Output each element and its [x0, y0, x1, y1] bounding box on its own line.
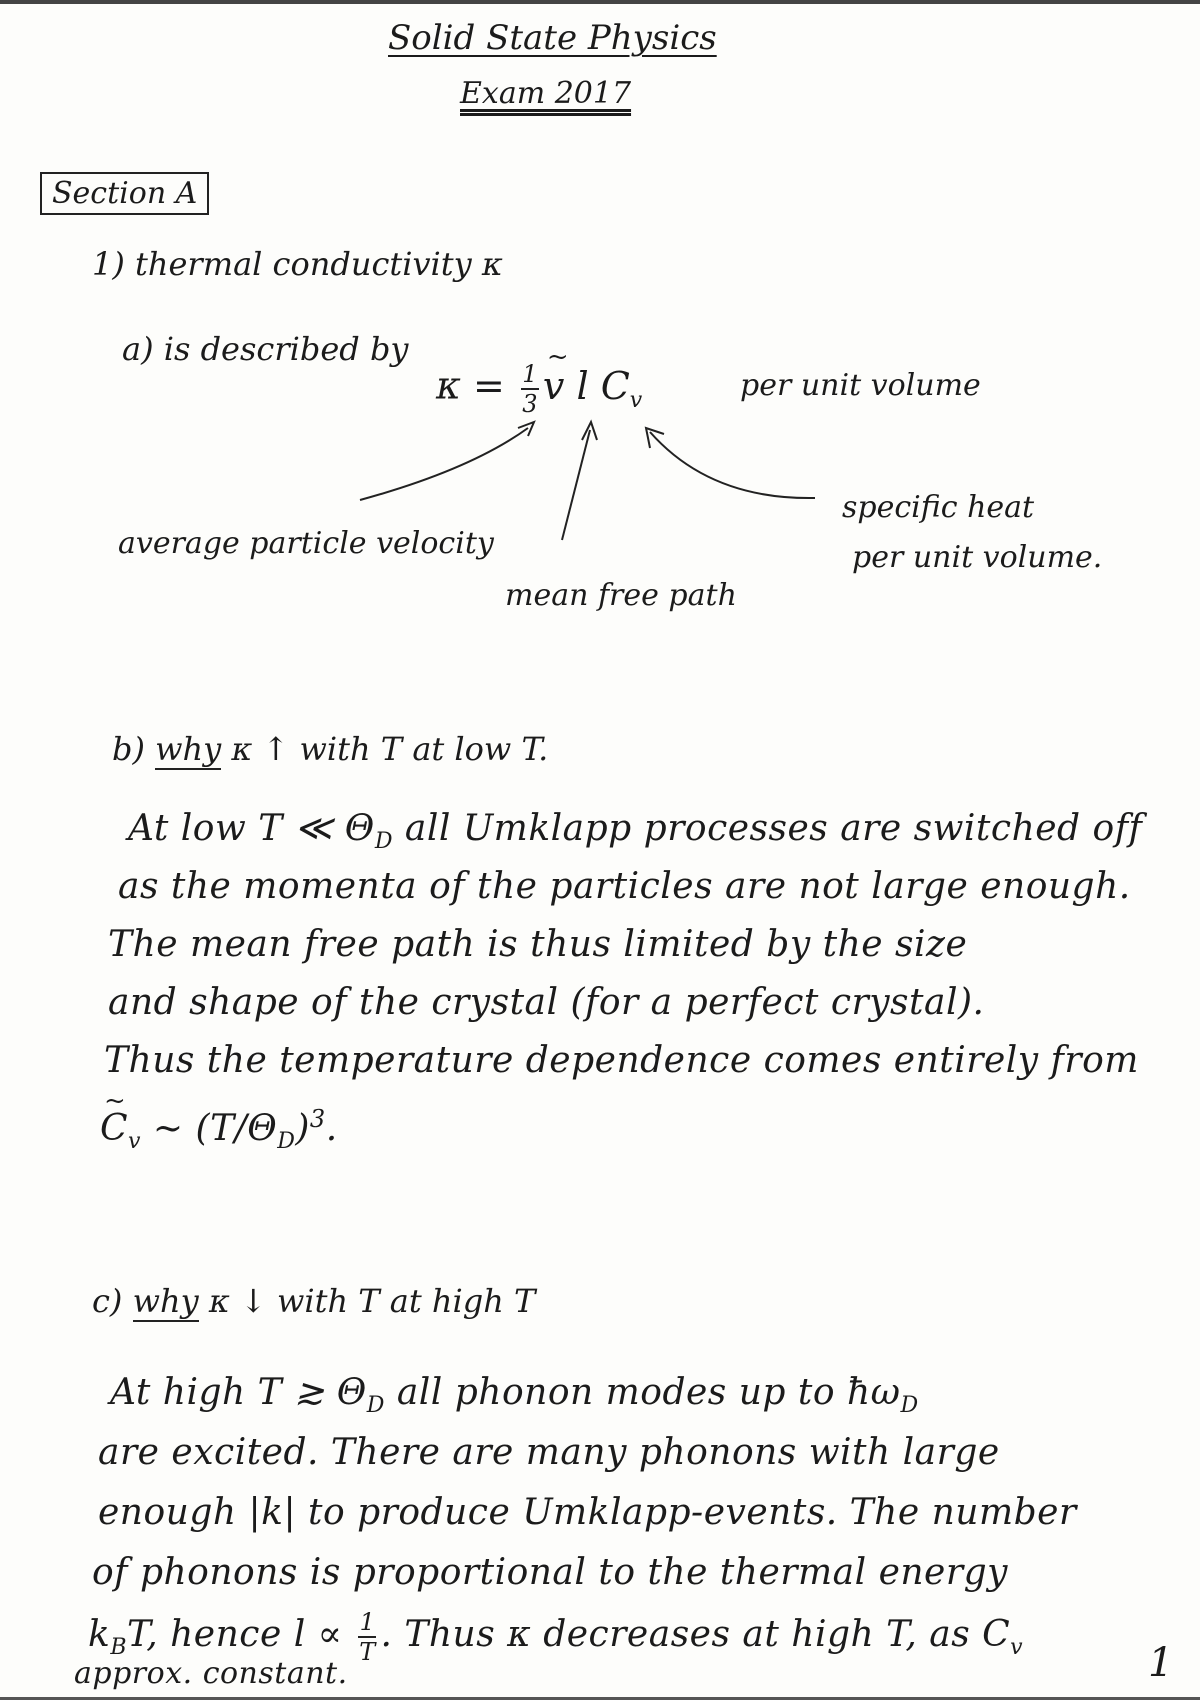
formula-subscript: v: [629, 388, 643, 414]
page-subtitle: Exam 2017: [460, 76, 632, 111]
answer-c-line-1-a: At high T ≳ Θ: [110, 1372, 367, 1413]
label-specific-heat: specific heat: [842, 490, 1035, 525]
label-mean-free-path: mean free path: [505, 578, 737, 613]
answer-c-line-1: [110, 1372, 919, 1418]
fraction-numerator: 1: [522, 360, 538, 388]
part-c-question: κ ↓ with T at high T: [208, 1282, 536, 1320]
answer-c-line-6: approx. constant.: [74, 1656, 348, 1691]
boltzmann-k: k: [88, 1614, 111, 1655]
velocity-arrow: [360, 428, 528, 500]
cv-subscript: v: [128, 1129, 141, 1155]
fraction-denominator: 3: [522, 390, 538, 418]
answer-c-line-1-sub2: D: [900, 1393, 919, 1419]
answer-b-line-4: and shape of the crystal (for a perfect crystal).: [108, 982, 985, 1023]
cv-ratio-sub: D: [277, 1129, 296, 1155]
formula-rhs-text: v l C: [542, 363, 630, 408]
answer-b-line-1-text: At low T ≪ Θ: [128, 808, 375, 849]
answer-c-line-5-b: T, hence l ∝: [127, 1614, 355, 1655]
question-1c-prompt: [92, 1282, 535, 1320]
answer-c-line-4: of phonons is proportional to the thermal energy: [92, 1552, 1008, 1593]
part-b-question: κ ↑ with T at low T.: [231, 730, 549, 768]
cv-symbol-text: C: [100, 1108, 129, 1149]
section-label: Section A: [40, 172, 209, 215]
label-average-velocity: average particle velocity: [118, 526, 494, 561]
boltzmann-sub: B: [110, 1635, 127, 1661]
answer-b-line-2: as the momenta of the particles are not large enough.: [118, 866, 1131, 907]
answer-c-line-3: enough |k| to produce Umklapp-events. The number: [98, 1492, 1077, 1533]
answer-b-line-1-rest: all Umklapp processes are switched off: [392, 808, 1143, 849]
mfp-arrow: [562, 430, 590, 540]
question-1-heading: 1) thermal conductivity κ: [92, 245, 503, 283]
part-c-marker: c): [92, 1282, 123, 1320]
question-1b-prompt: [112, 730, 548, 768]
part-b-why: why: [155, 730, 222, 768]
cv-period: .: [325, 1108, 338, 1149]
heat-arrow: [650, 432, 815, 498]
answer-b-line-5: Thus the temperature dependence comes entirely from: [104, 1040, 1139, 1081]
answer-b-cv-formula: [100, 1105, 338, 1154]
cv-exponent: 3: [309, 1105, 326, 1133]
cv-ratio: ~ (T/Θ: [140, 1108, 278, 1149]
answer-b-line-1-sub: D: [374, 829, 393, 855]
answer-c-line-5-c: . Thus κ decreases at high T, as C: [380, 1614, 1011, 1655]
part-c-why: why: [132, 1282, 199, 1320]
label-per-unit-volume: per unit volume.: [852, 540, 1103, 575]
answer-b-line-1: [128, 808, 1142, 854]
one-over-t: [358, 1610, 376, 1664]
one-over-t-num: 1: [359, 1608, 376, 1636]
part-b-marker: b): [112, 730, 145, 768]
one-over-t-den: T: [359, 1638, 376, 1666]
formula-lhs: κ =: [436, 363, 517, 408]
answer-c-line-5-sub: v: [1010, 1635, 1024, 1661]
answer-b-line-3: The mean free path is thus limited by the size: [108, 924, 968, 965]
per-unit-volume-note: per unit volume: [740, 368, 981, 403]
answer-c-line-2: are excited. There are many phonons with large: [98, 1432, 1000, 1473]
page-title: Solid State Physics: [388, 18, 717, 58]
question-1a-prompt: a) is described by: [122, 330, 409, 368]
answer-c-line-1-sub: D: [366, 1393, 385, 1419]
cv-symbol: [100, 1108, 128, 1149]
cv-close-paren: ): [295, 1108, 310, 1149]
page-number: 1: [1148, 1640, 1174, 1686]
answer-c-line-1-b: all phonon modes up to ħω: [384, 1372, 901, 1413]
